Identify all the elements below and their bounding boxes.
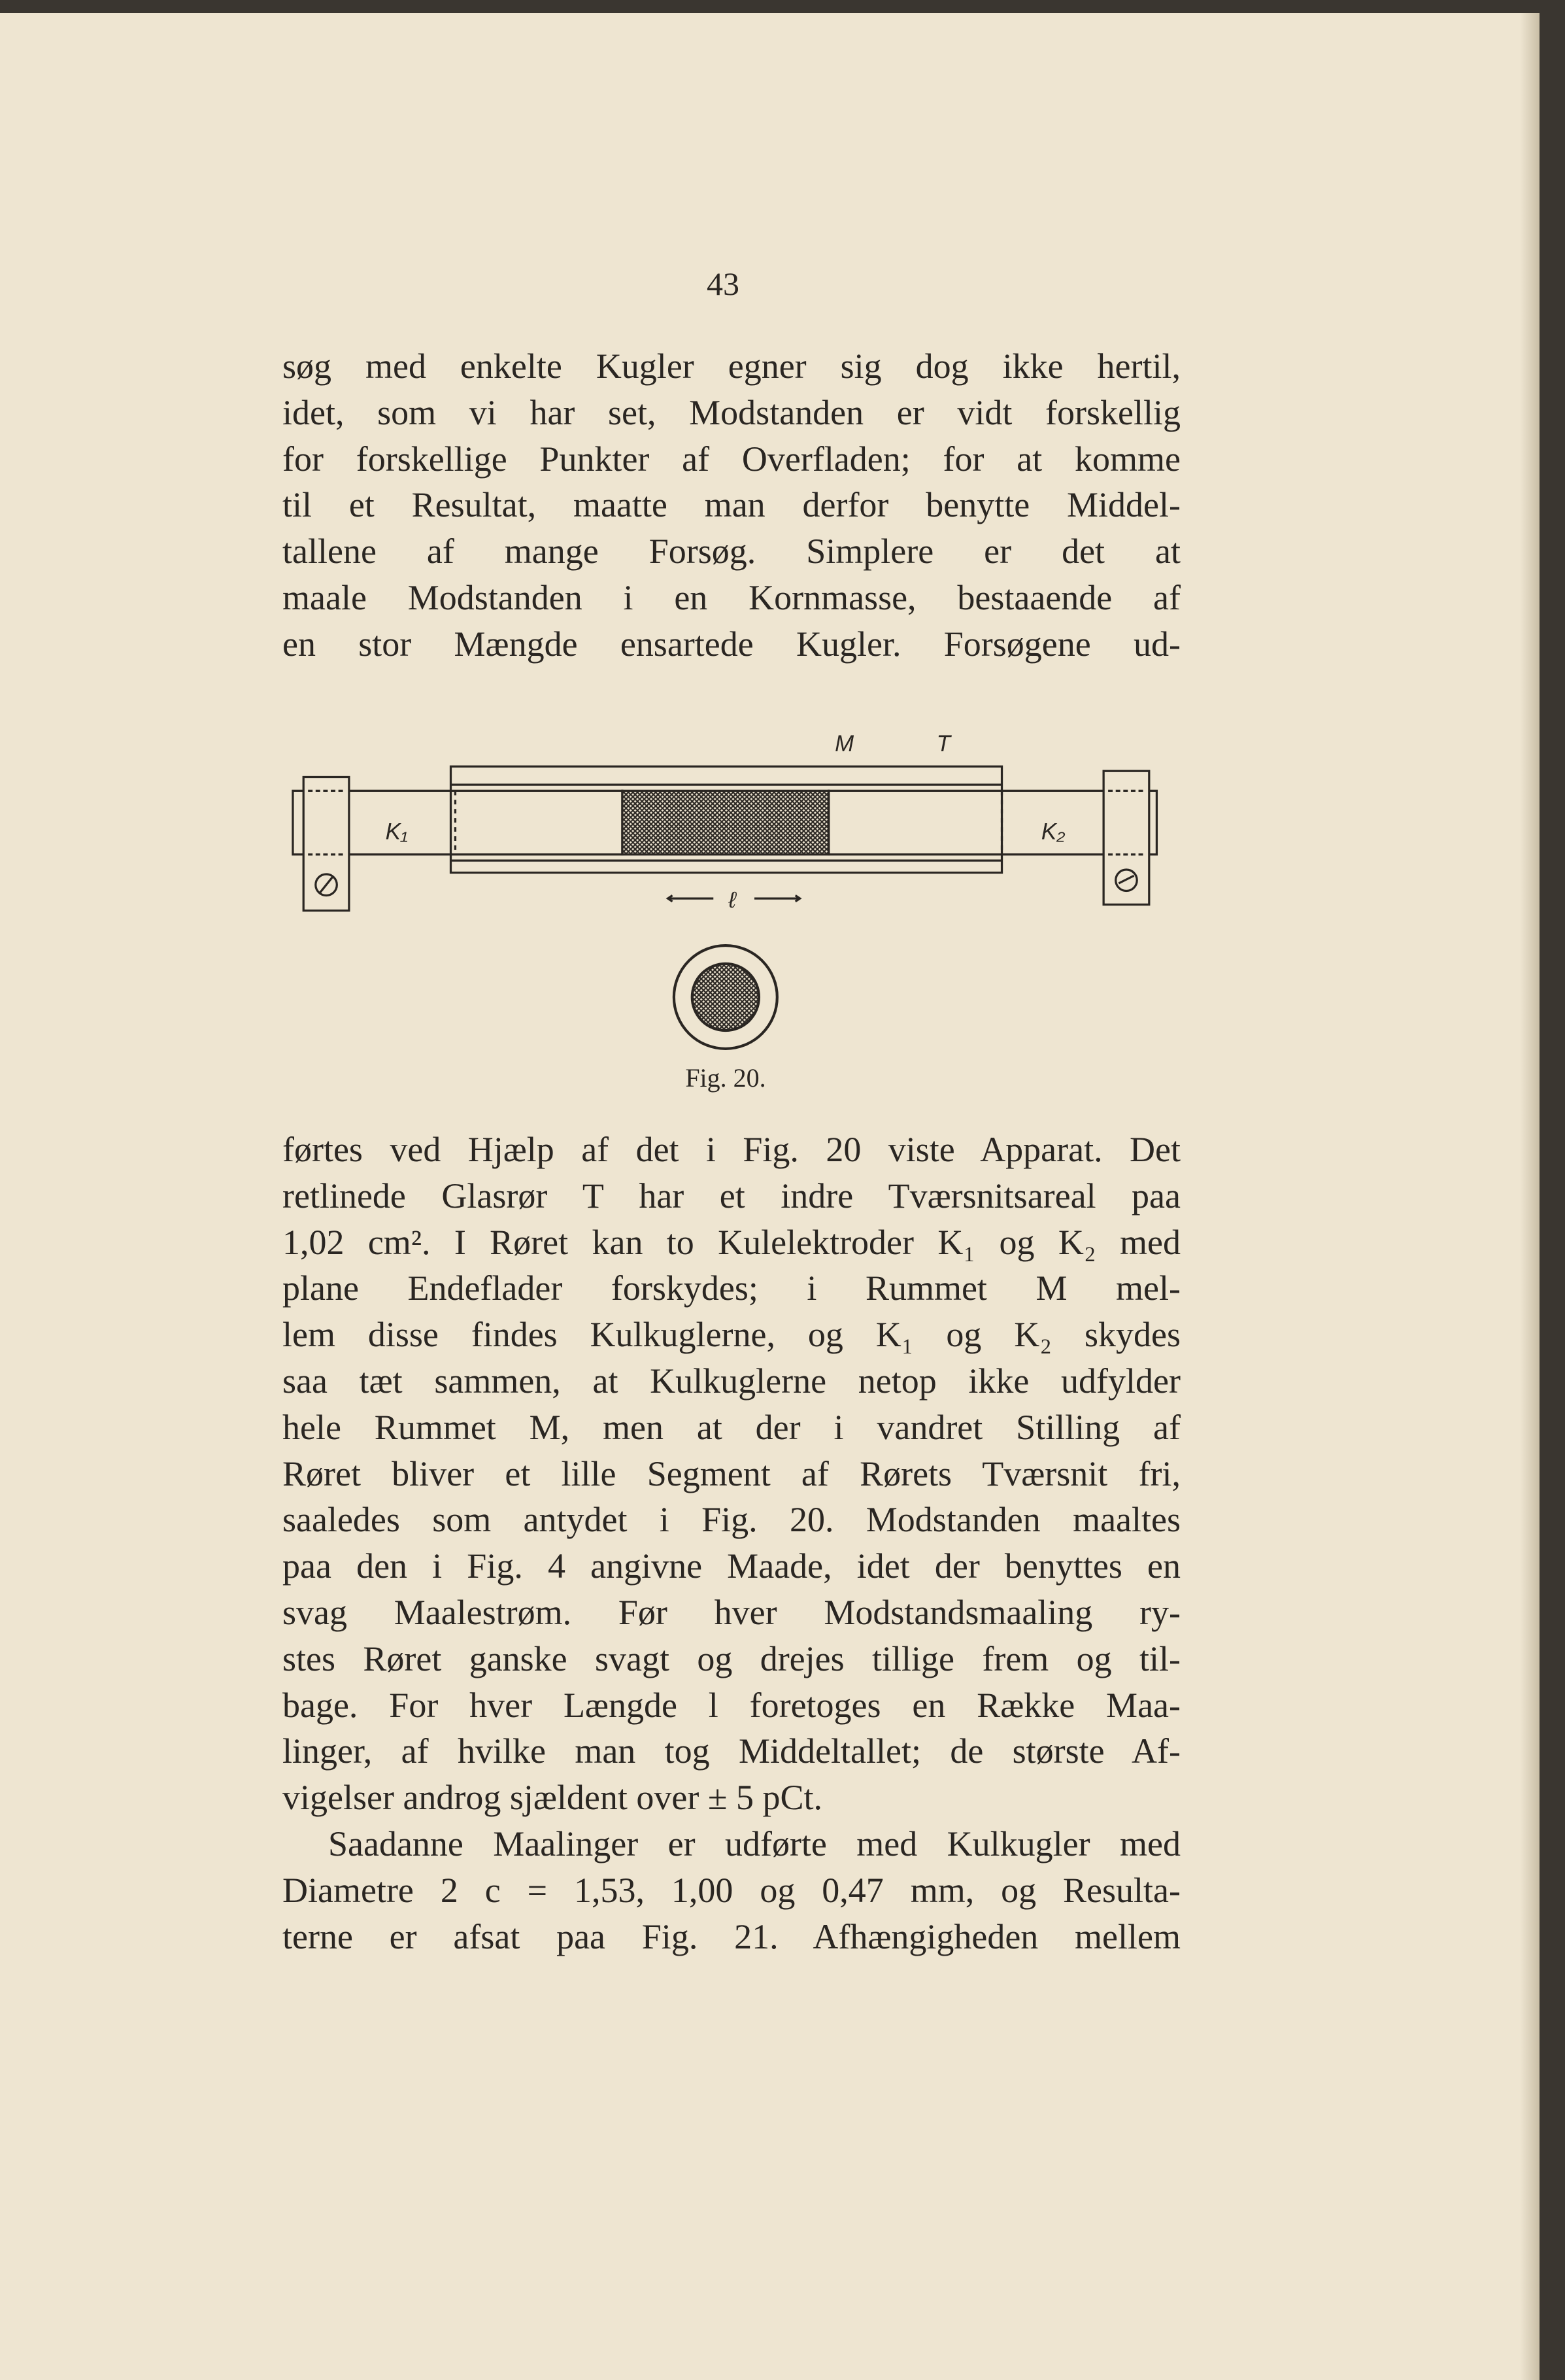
text-line: paa den i Fig. 4 angivne Maade, idet der benyttes en [282,1546,1181,1586]
label-T: T [936,731,951,757]
cross-section-inner [692,964,759,1030]
text-line: til et Resultat, maatte man derfor benytte Middel- [282,485,1181,525]
text-line: plane Endeflader forskydes; i Rummet M mel- [282,1268,1181,1308]
text-line: Diametre 2 c = 1,53, 1,00 og 0,47 mm, og Resulta- [282,1870,1181,1910]
text-line: saa tæt sammen, at Kulkuglerne netop ikke udfylder [282,1361,1181,1401]
text-line: Røret bliver et lille Segment af Rørets Tværsnit fri, [282,1454,1181,1493]
text-line: retlinede Glasrør T har et indre Tværsnitsareal paa [282,1176,1181,1216]
text-line: Saadanne Maalinger er udførte med Kulkugler med [328,1824,1181,1863]
label-l: ℓ [728,887,736,913]
label-M: M [835,731,854,757]
text-line: terne er afsat paa Fig. 21. Afhængigheden mellem [282,1916,1181,1956]
text-line: en stor Mængde ensartede Kugler. Forsøgene ud- [282,624,1181,664]
page-number: 43 [707,265,739,302]
text-line: 1,02 cm². I Røret kan to Kulelektroder K₁ og K₂ med [282,1222,1181,1262]
figure-20-apparatus [288,713,1169,1078]
figure-caption: Fig. 20. [685,1063,766,1093]
text-line: linger, af hvilke man tog Middeltallet; de største Af- [282,1731,1181,1771]
text-line: søg med enkelte Kugler egner sig dog ikke hertil, [282,347,1181,386]
text-line: maale Modstanden i en Kornmasse, bestaaende af [282,578,1181,617]
text-line: for forskellige Punkter af Overfladen; for at komme [282,439,1181,479]
text-line: svag Maalestrøm. Før hver Modstandsmaaling ry- [282,1593,1181,1632]
text-line: saaledes som antydet i Fig. 20. Modstanden maaltes [282,1500,1181,1540]
left-clamp [303,777,349,910]
text-line: tallene af mange Forsøg. Simplere er det at [282,532,1181,571]
carbon-balls-region [622,790,829,854]
text-line: førtes ved Hjælp af det i Fig. 20 viste Apparat. Det [282,1130,1181,1169]
text-line: idet, som vi har set, Modstanden er vidt forskellig [282,392,1181,432]
label-K2: K₂ [1041,819,1066,845]
label-K1: K₁ [385,819,408,845]
text-line: lem disse findes Kulkuglerne, og K₁ og K₂ skydes [282,1315,1181,1355]
text-line: bage. For hver Længde l foretoges en Række Maa- [282,1685,1181,1725]
text-line: stes Røret ganske svagt og drejes tillige frem og til- [282,1639,1181,1678]
text-line: vigelser androg sjældent over ± 5 pCt. [282,1778,823,1818]
text-line: hele Rummet M, men at der i vandret Stilling af [282,1407,1181,1447]
